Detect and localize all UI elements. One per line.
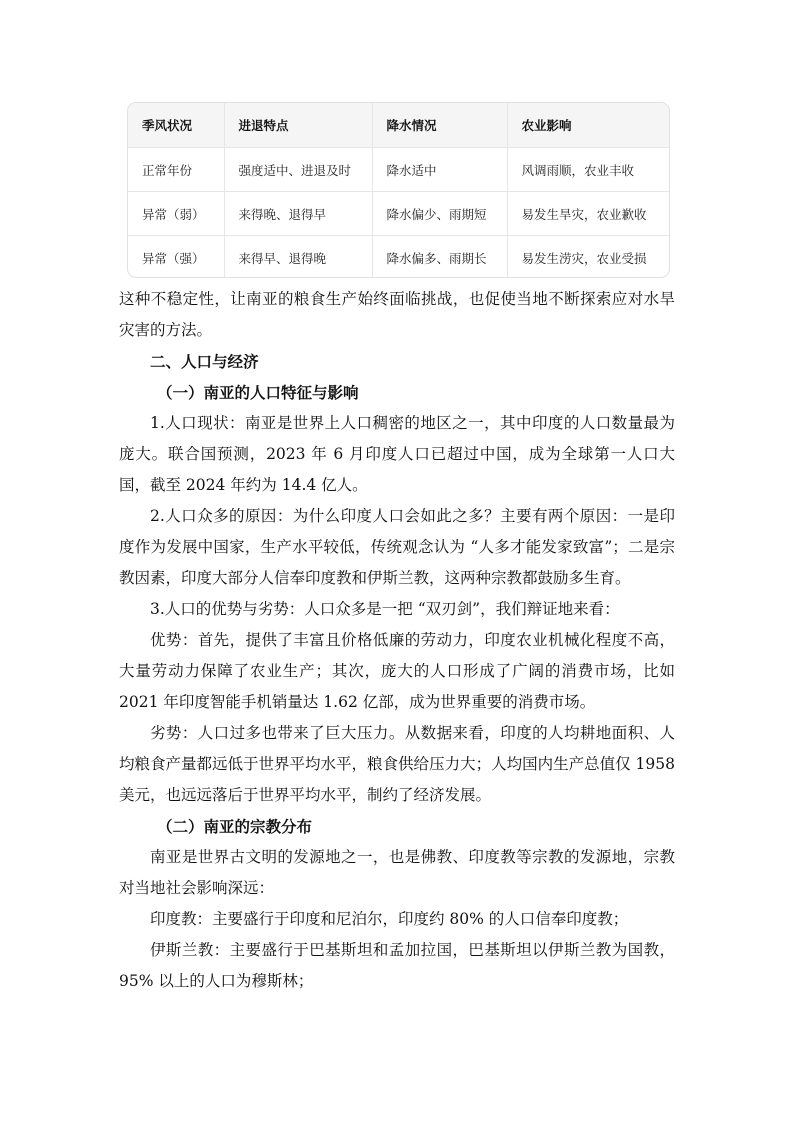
table-cell: 易发生涝灾，农业受损 <box>521 250 647 266</box>
table-cell: 来得早、退得晚 <box>224 236 372 279</box>
table-cell: 风调雨顺，农业丰收 <box>507 148 669 192</box>
monsoon-table-grid <box>128 103 669 278</box>
paragraph-disadvantages: 劣势：人口过多也带来了巨大压力。从数据来看，印度的人均耕地面积、人均粮食产量都远低于世界平均水平，粮食供给压力大；人均国内生产总值仅 1958 美元，也远远落后于世界平均水平，制约了经济发展。 <box>119 724 675 804</box>
table-cell: 易发生旱灾，农业歉收 <box>507 192 669 236</box>
table-cell: 正常年份 <box>128 148 224 192</box>
table-row <box>128 192 669 236</box>
paragraph-hinduism: 印度教：主要盛行于印度和尼泊尔，印度约 80% 的人口信奉印度教； <box>150 910 629 928</box>
table-cell: 降水偏少、雨期短 <box>372 192 507 236</box>
subsection-heading-religion: （二）南亚的宗教分布 <box>157 817 313 836</box>
table-cell: 异常（弱） <box>128 192 224 236</box>
paragraph-religion-intro: 南亚是世界古文明的发源地之一，也是佛教、印度教等宗教的发源地，宗教对当地社会影响深远： <box>119 848 675 897</box>
table-cell: 降水偏多、雨期长 <box>372 236 507 279</box>
paragraph-pros-cons-intro: 3.人口的优势与劣势：人口众多是一把 “双刃剑”，我们辩证地来看： <box>150 600 620 618</box>
paragraph-population-reasons: 2.人口众多的原因：为什么印度人口会如此之多？主要有两个原因：一是印度作为发展中国家，生产水平较低，传统观念认为 “人多才能发家致富”；二是宗教因素，印度大部分人信奉印度教和伊斯兰教，这两种宗教都鼓励多生育。 <box>119 507 675 587</box>
table-header-row <box>128 103 669 148</box>
table-row <box>128 148 669 192</box>
monsoon-table <box>127 102 670 278</box>
paragraph-population-status: 1.人口现状：南亚是世界上人口稠密的地区之一，其中印度的人口数量最为庞大。联合国预测，2023 年 6 月印度人口已超过中国，成为全球第一人口大国，截至 2024 年约为 14.4 亿人。 <box>119 414 675 494</box>
header-agriculture-impact: 农业影响 <box>507 103 669 148</box>
table-cell: 异常（强） <box>128 236 224 279</box>
table-row <box>128 236 669 279</box>
paragraph-advantages: 优势：首先，提供了丰富且价格低廉的劳动力，印度农业机械化程度不高，大量劳动力保障了农业生产；其次，庞大的人口形成了广阔的消费市场，比如 2021 年印度智能手机销量达 1.62 亿部，成为世界重要的消费市场。 <box>119 631 675 711</box>
section-heading-population-economy: 二、人口与经济 <box>150 352 259 371</box>
header-monsoon-status: 季风状况 <box>128 103 224 148</box>
table-cell: 强度适中、进退及时 <box>224 148 372 192</box>
document-body <box>119 284 675 997</box>
header-advance-retreat: 进退特点 <box>224 103 372 148</box>
header-precipitation: 降水情况 <box>372 103 507 148</box>
table-cell: 来得晚、退得早 <box>224 192 372 236</box>
subsection-heading-population: （一）南亚的人口特征与影响 <box>157 383 359 402</box>
paragraph-instability: 这种不稳定性，让南亚的粮食生产始终面临挑战，也促使当地不断探索应对水旱灾害的方法。 <box>119 290 675 339</box>
table-cell: 降水适中 <box>372 148 507 192</box>
paragraph-islam: 伊斯兰教：主要盛行于巴基斯坦和孟加拉国，巴基斯坦以伊斯兰教为国教，95% 以上的人口为穆斯林； <box>119 941 675 990</box>
